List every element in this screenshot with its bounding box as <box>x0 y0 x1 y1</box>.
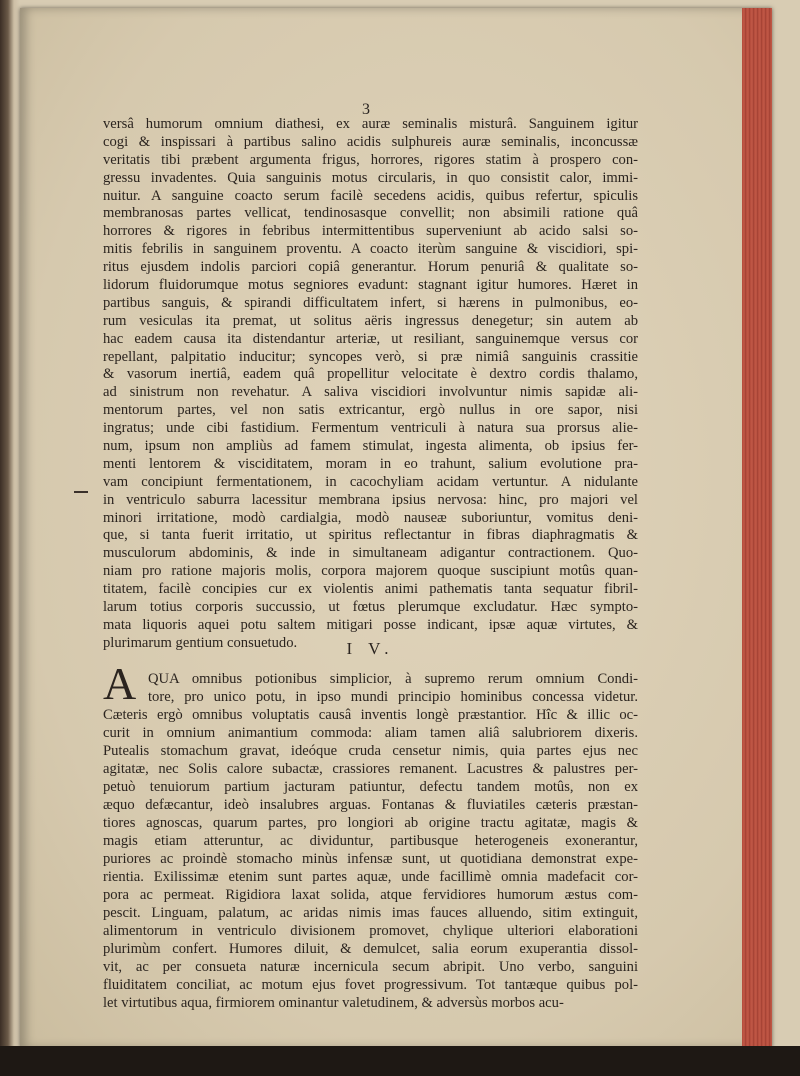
text-line: ritus ejusdem indolis parciori copiâ generantur. Horum penuriâ & qualitate so- <box>103 259 638 276</box>
text-line: veritatis tibi præbent argumenta frigus, horrores, rigores statim à prospero con- <box>103 151 638 168</box>
text-line: rum vesiculas ita premat, ut solitus aëris ingressus denegetur; sin autem ab <box>103 312 638 329</box>
background-surface <box>0 1046 800 1076</box>
text-line: partibus sanguis, & spirandi difficultatem infert, si hærens in pulmonibus, eo- <box>103 294 638 311</box>
text-line: pora ac permeat. Rigidiora laxat solida, atque fervidiores humorum æstus com- <box>103 887 638 903</box>
text-line: ad sinistrum non revehatur. A saliva viscidiori involvuntur nimis sapidæ ali- <box>103 384 638 401</box>
text-line: rientia. Exilissimæ etenim sunt partes aquæ, unde facillimè omnia madefacit cor- <box>103 869 638 885</box>
text-line: fluiditatem conciliat, ac motum ejus fovet progressivum. Tot tantæque quibus pol- <box>103 977 638 993</box>
text-line: petuò tenuiorum partium jacturam patiuntur, defectu tandem motûs, non ex <box>103 779 638 795</box>
text-line: minori irritatione, modò cardialgia, modò nauseæ suboriuntur, vomitus deni- <box>103 509 638 526</box>
text-line: mentorum partes, vel non satis extricantur, ergò nullus in ore sapor, nisi <box>103 402 638 419</box>
section-heading: I V. <box>346 639 395 658</box>
text-line: Cæteris ergò omnibus voluptatis causâ inventis longè præstantior. Hîc & illic oc- <box>103 707 638 723</box>
text-line: plurimùm confert. Humores diluit, & demulcet, salia eorum exuperantia dissol- <box>103 941 638 957</box>
text-line: in ventriculo saburra lacessitur membrana ipsius nervosa: hinc, pro majori vel <box>103 491 638 508</box>
text-line: num, ipsum non ampliùs ad famem stimulat, ingesta alimenta, ob ipsius fer- <box>103 438 638 455</box>
text-line: agitatæ, nec Solis calore subactæ, crassiores remanent. Lacustres & palustres per- <box>103 761 638 777</box>
text-line: cogi & inspissari à partibus salino acidis sulphureis auræ seminalis, inconcussæ <box>103 133 638 150</box>
text-line: musculorum abdominis, & inde in simultaneam adigantur contractionem. Quo- <box>103 545 638 562</box>
drop-cap: A <box>103 658 137 709</box>
text-line: lidorum fluidorumque motus segniores evadunt: stagnant igitur humores. Hæret in <box>103 277 638 294</box>
section-1-body <box>103 116 638 653</box>
text-line: tore, pro unico potu, in ipso mundi principio hominibus concessa videtur. <box>148 689 638 705</box>
text-line: vit, ac per consueta naturæ incernicula secum abripit. Uno verbo, sanguini <box>103 959 638 975</box>
text-line: titatem, facilè concipies cur ex violentis animi pathematis tanta sequatur fibril- <box>103 581 638 598</box>
text-line: horrores & rigores in febribus intermittentibus superveniunt ab acido salsi so- <box>103 223 638 240</box>
page-edge-decoration <box>742 8 772 1048</box>
text-line: mitis febrilis in sanguinem proventu. A coacto iterùm sanguine & viscidiori, spi- <box>103 241 638 258</box>
page-number: 3 <box>362 101 370 118</box>
text-line: puriores ac proindè stomacho minùs infensæ sunt, ut quotidiana demonstrat expe- <box>103 851 638 867</box>
text-line: membranosas partes vellicat, tendinosasque convellit; non absimili ratione quâ <box>103 205 638 222</box>
section-2-body <box>103 670 638 1012</box>
text-line: & vasorum inertiâ, eadem quâ propellitur velocitate è dextro cordis thalamo, <box>103 366 638 383</box>
text-line: mata liquoris aquei potu saltem mitigari posse indicant, ipsæ aquæ virtutes, & <box>103 616 638 633</box>
text-line: nuitur. A sanguine coacto serum facilè secedens acidis, quibus refertur, spiculis <box>103 187 638 204</box>
text-line: larum totius corporis succussio, ut fœtus plerumque excludatur. Hæc sympto- <box>103 599 638 616</box>
text-line: æquo defæcantur, ideò insalubres arguas. Fontanas & fluviatiles cæteris præstan- <box>103 797 638 813</box>
text-line: repellant, palpitatio inducitur; syncopes verò, si præ nimiâ sanguinis crassitie <box>103 348 638 365</box>
text-line: curit in omnium animantium commoda: aliam tamen aliâ salubriorem dixeris. <box>103 725 638 741</box>
text-line: vam concipiunt fermentationem, in cacochyliam acidam vertuntur. A nidulante <box>103 473 638 490</box>
text-line: que, si tanta fuerit irritatio, ut spiritus reflectantur in fibras diaphragmatis & <box>103 527 638 544</box>
margin-mark <box>74 491 88 493</box>
text-line: menti lentorem & visciditatem, moram in eo trahunt, salium evolutione pra- <box>103 455 638 472</box>
text-line: niam pro ratione majoris molis, corpora majorem quoque suscipiunt motûs quan- <box>103 563 638 580</box>
text-line: let virtutibus aqua, firmiorem ominantur valetudinem, & adversùs morbos acu- <box>103 995 564 1011</box>
text-line: Putealis stomachum gravat, ideóque cruda censetur nimis, quia partes ejus nec <box>103 743 638 759</box>
text-line: alimentorum in ventriculo divisionem promovet, chylique ulteriori elaborationi <box>103 923 638 939</box>
text-line: ingratus; unde cibi fastidium. Fermentum ventriculi à natura sua prorsus alie- <box>103 420 638 437</box>
text-line: magis etiam atteruntur, ac dividuntur, partibusque heterogeneis exonerantur, <box>103 833 638 849</box>
text-line: gressu invadentes. Quia sanguinis motus circularis, in quo consistit calor, immi- <box>103 169 638 186</box>
text-line: versâ humorum omnium diathesi, ex auræ seminalis misturâ. Sanguinem igitur <box>103 116 638 132</box>
text-line: tiores agnoscas, quarum partes, pro longiori ab origine tractu agitatæ, magis & <box>103 815 638 831</box>
text-line: pescit. Linguam, palatum, ac aridas nimis imas fauces alluendo, sitim extinguit, <box>103 905 638 921</box>
text-line: QUA omnibus potionibus simplicior, à supremo rerum omnium Condi- <box>148 671 638 687</box>
text-line: plurimarum gentium consuetudo. <box>103 634 298 651</box>
text-line: hac eadem causa ita distendantur arteriæ, ut resiliant, sanguinemque versus cor <box>103 330 638 347</box>
